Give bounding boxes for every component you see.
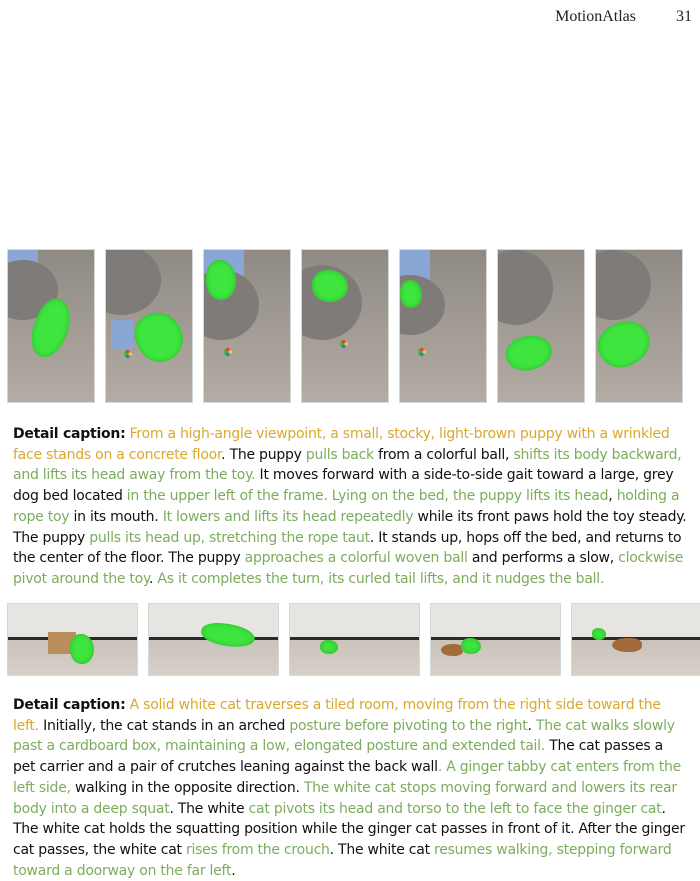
caption-segment: As it completes the turn, its curled tail lifts, and it nudges the ball. (157, 570, 605, 587)
caption-segment: pulls its head up, stretching the rope taut (89, 529, 370, 546)
caption-label: Detail caption: (13, 426, 126, 442)
detail-caption-1 (13, 424, 689, 590)
caption-segment: . (527, 717, 536, 734)
detail-caption-2 (13, 695, 689, 881)
video-frame (497, 249, 585, 403)
caption-segment: rises from the crouch (185, 841, 330, 858)
caption-segment: . It stands up, hops off the bed, and returns to the center of the floor. The puppy (13, 529, 682, 567)
video-frame (430, 603, 561, 676)
cat-frame-strip (7, 603, 700, 676)
caption-segment: . (231, 862, 236, 879)
caption-label: Detail caption: (13, 697, 126, 713)
caption-segment: Initially, the cat stands in an arched (38, 717, 290, 734)
caption-segment: , (608, 488, 617, 505)
video-frame (7, 603, 138, 676)
video-frame (595, 249, 683, 403)
caption-segment: . (149, 570, 158, 587)
caption-text (13, 426, 686, 587)
header-title: MotionAtlas (555, 8, 636, 25)
caption-segment: . The white cat holds the squatting position while the ginger cat passes in front of it. After the ginger cat passes, the white cat (13, 800, 685, 858)
caption-segment: . A ginger tabby cat enters from the left side, (13, 759, 681, 796)
caption-segment: The cat passes a pet carrier and a pair of crutches leaning against the back wall (13, 738, 663, 776)
caption-segment: . The white cat (329, 841, 435, 858)
caption-segment: The white cat stops moving forward and lowers its rear body into a deep squat (13, 779, 677, 817)
caption-segment: pulls back (305, 446, 374, 463)
caption-segment: approaches a colorful woven ball (244, 550, 468, 567)
caption-segment: while its front paws hold the toy steady. The puppy (13, 508, 687, 546)
video-frame (571, 603, 700, 676)
video-frame (7, 249, 95, 403)
caption-segment: posture before pivoting to the right (289, 717, 528, 734)
caption-segment: It moves forward with a side-to-side gait toward a large, grey dog bed located (13, 467, 674, 505)
caption-segment: From a high-angle viewpoint, a small, stocky, light-brown puppy with a wrinkled face stands on a concrete floor (13, 426, 670, 463)
caption-segment: in its mouth. (69, 508, 163, 525)
caption-segment: A solid white cat traverses a tiled room, moving from the right side toward the left. (13, 697, 661, 734)
caption-segment: . The puppy (221, 446, 306, 463)
running-header (555, 8, 692, 26)
caption-segment: walking in the opposite direction. (70, 779, 304, 796)
caption-segment: The cat walks slowly past a cardboard box, maintaining a low, elongated posture and extended tail. (13, 717, 675, 755)
caption-segment: and performs a slow, (467, 550, 619, 567)
caption-segment: in the upper left of the frame. Lying on the bed, the puppy lifts its head (126, 488, 609, 505)
caption-segment: cat pivots its head and torso to the left to face the ginger cat (248, 800, 662, 817)
caption-segment: from a colorful ball, (373, 446, 514, 463)
caption-segment: clockwise pivot around the toy (13, 550, 684, 587)
caption-segment: It lowers and lifts its head repeatedly (162, 508, 414, 525)
caption-segment: resumes walking, stepping forward toward a doorway on the far left (13, 841, 672, 879)
video-frame (301, 249, 389, 403)
caption-segment: . The white (169, 800, 249, 817)
page-number: 31 (676, 8, 692, 25)
video-frame (203, 249, 291, 403)
video-frame (289, 603, 420, 676)
caption-segment: holding a rope toy (13, 488, 680, 525)
video-frame (105, 249, 193, 403)
video-frame (148, 603, 279, 676)
video-frame (399, 249, 487, 403)
caption-segment: shifts its body backward, and lifts its head away from the toy. (13, 446, 682, 484)
caption-text (13, 697, 685, 879)
puppy-frame-strip (7, 249, 683, 403)
